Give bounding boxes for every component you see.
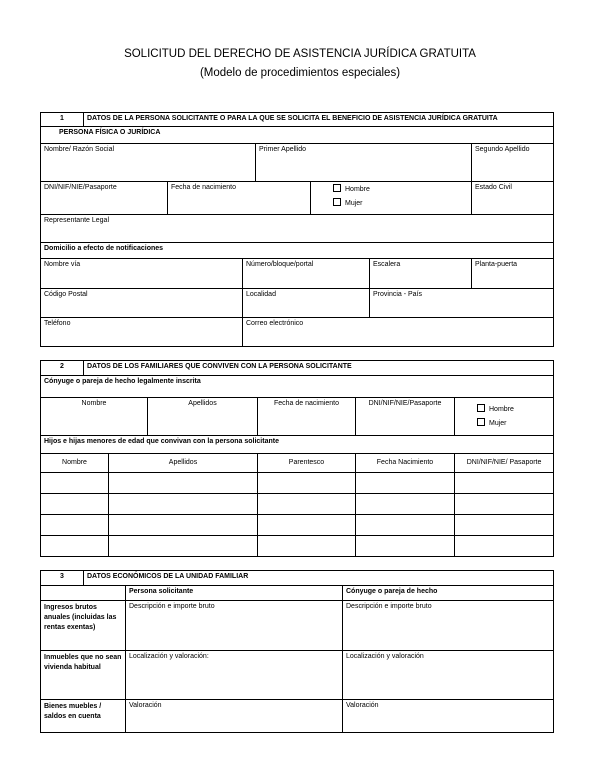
conyuge-nombre-label: Nombre bbox=[81, 400, 107, 407]
section-3-corner bbox=[41, 586, 126, 601]
codigo-postal-label: Código Postal bbox=[44, 290, 88, 298]
correo-label: Correo electrónico bbox=[246, 319, 304, 327]
conyuge-mujer-checkbox[interactable] bbox=[477, 418, 485, 426]
hijos-heading: Hijos e hijas menores de edad que convivan con la persona solicitante bbox=[41, 436, 554, 454]
provincia-label: Provincia - País bbox=[373, 290, 423, 298]
segundo-apellido-label: Segundo Apellido bbox=[475, 146, 530, 153]
hijo-apellidos-cell[interactable] bbox=[109, 515, 258, 536]
persona-fisica-heading: PERSONA FÍSICA O JURÍDICA bbox=[41, 127, 554, 144]
telefono-label: Teléfono bbox=[44, 319, 71, 327]
inmuebles-label: Inmuebles que no sean vivienda habitual bbox=[41, 651, 126, 700]
conyuge-dni-label: DNI/NIF/NIE/Pasaporte bbox=[368, 400, 442, 407]
conyuge-hombre-checkbox[interactable] bbox=[477, 404, 485, 412]
hijo-fecha-cell[interactable] bbox=[356, 536, 455, 557]
fecha-nacimiento-field[interactable] bbox=[168, 182, 311, 215]
sexo-options bbox=[311, 182, 472, 215]
hijo-nombre-cell[interactable] bbox=[41, 536, 109, 557]
hijo-nombre-cell[interactable] bbox=[41, 494, 109, 515]
bienes-conyuge-field[interactable] bbox=[343, 700, 554, 733]
conyuge-mujer-label: Mujer bbox=[489, 419, 507, 427]
nombre-label: Nombre/ Razón Social bbox=[44, 146, 115, 153]
section-3-heading: DATOS ECONÓMICOS DE LA UNIDAD FAMILIAR bbox=[84, 571, 554, 586]
numero-label: Número/bloque/portal bbox=[246, 260, 314, 268]
bienes-solicitante-label: Valoración bbox=[129, 702, 162, 709]
estado-civil-label: Estado Civil bbox=[475, 184, 512, 191]
localidad-label: Localidad bbox=[246, 290, 276, 298]
section-1-heading: DATOS DE LA PERSONA SOLICITANTE O PARA LA QUE SE SOLICITA EL BENEFICIO DE ASISTENCIA JURÍDICA GRATUITA bbox=[84, 113, 554, 127]
table-row bbox=[41, 536, 554, 557]
inmuebles-conyuge-label: Localización y valoración bbox=[346, 653, 424, 660]
hijos-col-fecha: Fecha Nacimiento bbox=[356, 454, 455, 473]
conyuge-mujer-option[interactable] bbox=[477, 418, 550, 429]
conyuge-fecha-field[interactable] bbox=[258, 398, 356, 436]
table-row bbox=[41, 601, 554, 651]
hijos-col-nombre: Nombre bbox=[41, 454, 109, 473]
representante-label: Representante Legal bbox=[44, 216, 109, 224]
ingresos-solicitante-label: Descripción e importe bruto bbox=[129, 603, 215, 610]
planta-field[interactable] bbox=[472, 258, 554, 288]
form-subtitle: (Modelo de procedimientos especiales) bbox=[199, 67, 401, 79]
segundo-apellido-field[interactable] bbox=[472, 144, 554, 182]
conyuge-fecha-label: Fecha de nacimiento bbox=[274, 400, 339, 407]
col-persona-solicitante: Persona solicitante bbox=[126, 586, 343, 601]
table-row bbox=[41, 473, 554, 494]
correo-field[interactable] bbox=[243, 317, 554, 346]
hombre-label: Hombre bbox=[345, 186, 370, 193]
hijo-apellidos-cell[interactable] bbox=[109, 494, 258, 515]
section-3-table bbox=[40, 570, 554, 733]
ingresos-solicitante-field[interactable] bbox=[126, 601, 343, 651]
hombre-option[interactable] bbox=[333, 184, 468, 195]
conyuge-heading: Cónyuge o pareja de hecho legalmente inscrita bbox=[41, 376, 554, 398]
nombre-via-label: Nombre vía bbox=[44, 260, 81, 268]
ingresos-conyuge-label: Descripción e importe bruto bbox=[346, 603, 432, 610]
hijo-dni-cell[interactable] bbox=[455, 515, 554, 536]
domicilio-heading: Domicilio a efecto de notificaciones bbox=[41, 242, 554, 258]
section-3-number: 3 bbox=[41, 571, 84, 586]
table-row bbox=[41, 494, 554, 515]
representante-field[interactable] bbox=[41, 214, 554, 242]
inmuebles-solicitante-label: Localización y valoración: bbox=[129, 653, 209, 660]
dni-label: DNI/NIF/NIE/Pasaporte bbox=[44, 184, 117, 191]
hijos-col-dni: DNI/NIF/NIE/ Pasaporte bbox=[455, 454, 554, 473]
hijos-col-apellidos: Apellidos bbox=[109, 454, 258, 473]
primer-apellido-label: Primer Apellido bbox=[259, 146, 307, 153]
telefono-field[interactable] bbox=[41, 317, 243, 346]
bienes-label: Bienes muebles / saldos en cuenta bbox=[41, 700, 126, 733]
dni-field[interactable] bbox=[41, 182, 168, 215]
conyuge-hombre-label: Hombre bbox=[489, 406, 514, 413]
codigo-postal-field[interactable] bbox=[41, 288, 243, 317]
nombre-via-field[interactable] bbox=[41, 258, 243, 288]
table-row bbox=[41, 700, 554, 733]
conyuge-sexo-options bbox=[455, 398, 554, 436]
hijo-dni-cell[interactable] bbox=[455, 494, 554, 515]
mujer-checkbox[interactable] bbox=[333, 198, 341, 206]
section-2-heading: DATOS DE LOS FAMILIARES QUE CONVIVEN CON LA PERSONA SOLICITANTE bbox=[84, 361, 554, 376]
hijo-dni-cell[interactable] bbox=[455, 473, 554, 494]
table-row bbox=[41, 515, 554, 536]
mujer-option[interactable] bbox=[333, 198, 468, 209]
section-1-number: 1 bbox=[41, 113, 84, 127]
hijo-dni-cell[interactable] bbox=[455, 536, 554, 557]
hijo-apellidos-cell[interactable] bbox=[109, 473, 258, 494]
section-2-table bbox=[40, 360, 554, 557]
form-title: SOLICITUD DEL DERECHO DE ASISTENCIA JURÍDICA GRATUITA bbox=[124, 48, 476, 60]
conyuge-hombre-option[interactable] bbox=[477, 404, 550, 415]
hijo-fecha-cell[interactable] bbox=[356, 515, 455, 536]
section-2-number: 2 bbox=[41, 361, 84, 376]
numero-field[interactable] bbox=[243, 258, 370, 288]
escalera-label: Escalera bbox=[373, 260, 401, 268]
mujer-label: Mujer bbox=[345, 199, 363, 207]
bienes-conyuge-label: Valoración bbox=[346, 702, 379, 709]
hijo-parentesco-cell[interactable] bbox=[258, 536, 356, 557]
hijo-nombre-cell[interactable] bbox=[41, 515, 109, 536]
col-conyuge: Cónyuge o pareja de hecho bbox=[343, 586, 554, 601]
inmuebles-solicitante-field[interactable] bbox=[126, 651, 343, 700]
hijo-parentesco-cell[interactable] bbox=[258, 494, 356, 515]
section-1-table bbox=[40, 112, 554, 347]
escalera-field[interactable] bbox=[370, 258, 472, 288]
conyuge-nombre-field[interactable] bbox=[41, 398, 148, 436]
table-row bbox=[41, 651, 554, 700]
ingresos-conyuge-field[interactable] bbox=[343, 601, 554, 651]
hijos-col-parentesco: Parentesco bbox=[258, 454, 356, 473]
hombre-checkbox[interactable] bbox=[333, 184, 341, 192]
hijo-fecha-cell[interactable] bbox=[356, 473, 455, 494]
hijo-parentesco-cell[interactable] bbox=[258, 515, 356, 536]
hijo-parentesco-cell[interactable] bbox=[258, 473, 356, 494]
planta-label: Planta-puerta bbox=[475, 260, 518, 268]
conyuge-apellidos-label: Apellidos bbox=[188, 400, 217, 407]
hijo-fecha-cell[interactable] bbox=[356, 494, 455, 515]
provincia-field[interactable] bbox=[370, 288, 554, 317]
estado-civil-field[interactable] bbox=[472, 182, 554, 215]
hijo-nombre-cell[interactable] bbox=[41, 473, 109, 494]
bienes-solicitante-field[interactable] bbox=[126, 700, 343, 733]
primer-apellido-field[interactable] bbox=[256, 144, 472, 182]
conyuge-dni-field[interactable] bbox=[356, 398, 455, 436]
inmuebles-conyuge-field[interactable] bbox=[343, 651, 554, 700]
conyuge-apellidos-field[interactable] bbox=[148, 398, 258, 436]
hijo-apellidos-cell[interactable] bbox=[109, 536, 258, 557]
ingresos-label: Ingresos brutos anuales (incluidas las rentas exentas) bbox=[41, 601, 126, 651]
nombre-field[interactable] bbox=[41, 144, 256, 182]
fecha-nacimiento-label: Fecha de nacimiento bbox=[171, 184, 236, 191]
localidad-field[interactable] bbox=[243, 288, 370, 317]
